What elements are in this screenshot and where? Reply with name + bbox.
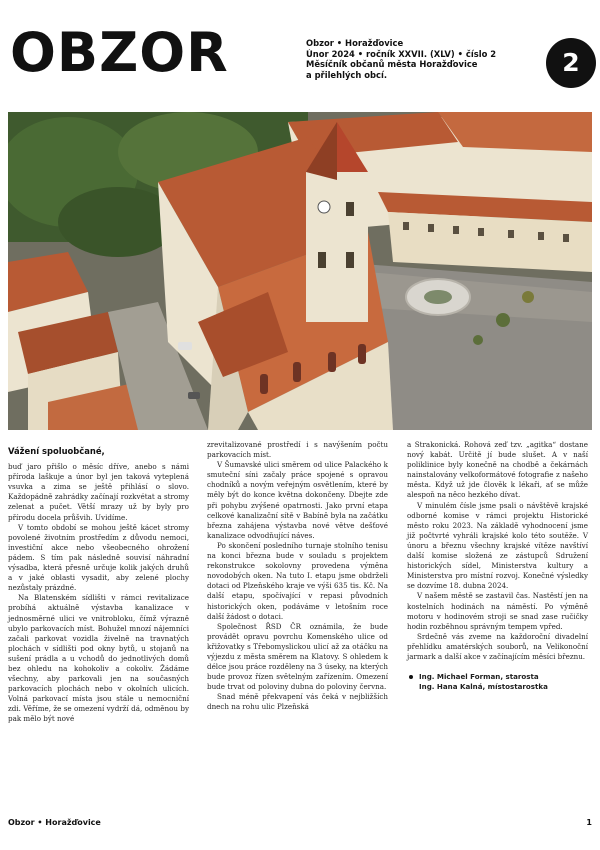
article-paragraph: V tomto období se mohou ještě kácet stromy povolené životním prostředím z důvodu nemoci, investiční akce nebo všeobecného ohrožení pádem. S tím pak následně souvisí náhradní výsadba, která přesně určuje kolik jakých druhů a v jaké oblasti vysadit, aby zelené plochy nezůstaly prázdné. bbox=[8, 522, 189, 593]
article-column-3 bbox=[407, 440, 588, 692]
article-paragraph: Po skončení posledního turnaje stolního tenisu na konci března bude v souladu s projektem rekonstrukce sokolovny provedena výměna novodobých oken. Na tuto I. etapu jsme obdrželi dotaci od Plzeňského kraje ve výši 635 tis. Kč. Na další etapu, spočívající v repasi původních historických oken, podáváme v letošním roce další žádost o dotaci. bbox=[207, 540, 388, 621]
article-paragraph: V našem městě se zastavil čas. Nastěstí jen na kostelních hodinách na náměstí. Po výměně motoru v hodinovém stroji se snad zase ručičky hodin rozběhnou správným tempem vpřed. bbox=[407, 591, 588, 631]
article-paragraph: buď jaro přišlo o měsíc dříve, anebo s námi příroda laškuje a únor byl jen taková vyteplená vsuvka a zima se ještě přihlásí o slovo. Každopádně zahrádky začínají rozkvétat a stromy zelenat a pučet. Větší mrazy už by byly pro přírodu docela průšvih. Uvidíme. bbox=[8, 462, 189, 522]
article-paragraph: a Strakonická. Rohová zeď tzv. „agitka“ dostane nový kabát. Určitě jí bude slušet. A v naší poliklinice byly konečně na chodbě a čekárnách nainstalovány velkoformátové fotografie z našeho města. Když už jde člověk k lékaři, ať se může alespoň na něco hezkého dívat. bbox=[407, 440, 588, 500]
aerial-town-photo bbox=[8, 112, 592, 430]
article-paragraph: Na Blatenském sídlišti v rámci revitalizace probíhá aktuálně výstavba kanalizace v jednosměrné ulici ve vnitrobloku, čímž výrazně ubylo parkovacích míst. Bohužel mnozí nájemníci začali parkovat vozidla živelně na travnatých plochách v sídlišti pod okny bytů, u stojanů na sušení prádla a u vchodů do jednotlivých domů bez ohledu na kohokoliv a cokoliv. Žádáme všechny, aby parkovali jen na současných parkovacích plochách nebo v okolních ulicích. Volná parkovací místa jsou stále u nemocniční zdi. Věříme, že se omezení vydrží dá, odměnou by pak mělo být nové bbox=[8, 593, 189, 724]
article-paragraph: Společnost ŘSD ČR oznámila, že bude provádět opravu povrchu Komenského ulice od křižovatky s Třebomyslickou ulicí až za otáčku na výjezdu z města směrem na Klatovy. S ohledem k délce jsou práce rozděleny na 3 úseky, na kterých bude provoz řízen světelným zařízením. Omezení bude trvat od poloviny dubna do poloviny června. bbox=[207, 621, 388, 692]
page-footer bbox=[8, 818, 592, 832]
issue-info-line-2: Únor 2024 • ročník XXVII. (XLV) • číslo 2 bbox=[306, 48, 497, 59]
footer-publication: Obzor • Horažďovice bbox=[8, 818, 101, 827]
aerial-town-illustration bbox=[8, 112, 592, 430]
signature-mayor-text: Ing. Michael Forman, starosta bbox=[419, 672, 539, 682]
issue-info-line-1: Obzor • Horažďovice bbox=[306, 38, 404, 48]
article-column-2 bbox=[207, 440, 388, 713]
signatures bbox=[407, 672, 588, 692]
issue-number-badge: 2 bbox=[546, 38, 596, 88]
article-paragraph: Srdečně vás zveme na každoroční divadelní přehlídku amatérských souborů, na Velikonoční jarmark a další akce v začínajícím měsíci březnu. bbox=[407, 631, 588, 661]
article-paragraph: V minulém čísle jsme psali o návštěvě krajské odborné komise v rámci projektu Historické město roku 2023. Na základě vyhodnocení jsme již počtvrté vyhráli krajské kolo této soutěže. V únoru a březnu všechny krajské vítěze navštíví další komise složená ze zástupců Sdružení historických sídel, Ministerstva kultury a Ministerstva pro místní rozvoj. Konečné výsledky se dozvíme 18. dubna 2024. bbox=[407, 500, 588, 591]
signature-deputy-text: Ing. Hana Kalná, místostarostka bbox=[419, 682, 548, 692]
article-paragraph: V Šumavské ulici směrem od ulice Palackého k smuteční síni začaly práce spojené s opravou chodníků a novým veřejným osvětlením, které by měly být do konce května dokončeny. Dbejte zde při pohybu zvýšené opatrnosti. Jako první etapa celkové kanalizační sítě v Babíně byla na začátku března zahájena výstavba nové větve dešťové kanalizace odvodňující náves. bbox=[207, 460, 388, 540]
issue-info bbox=[306, 38, 542, 80]
article-greeting: Vážení spoluobčané, bbox=[8, 446, 105, 456]
article-paragraph: Snad méně překvapení vás čeká v nejbližších dnech na rohu ulic Plzeňská bbox=[207, 692, 388, 712]
issue-info-line-3: Měsíčník občanů města Horažďovice bbox=[306, 59, 478, 70]
page-number: 1 bbox=[586, 818, 592, 827]
issue-info-line-4: a přilehlých obcí. bbox=[306, 69, 388, 80]
masthead bbox=[8, 10, 592, 102]
article-paragraph: zrevitalizované prostředí i s navýšením počtu parkovacích míst. bbox=[207, 440, 388, 460]
signature-mayor bbox=[407, 672, 588, 682]
magazine-logo: OBZOR bbox=[10, 21, 229, 84]
bullet-icon bbox=[409, 675, 413, 679]
signature-deputy-mayor bbox=[407, 682, 588, 692]
article-column-1 bbox=[8, 446, 189, 725]
